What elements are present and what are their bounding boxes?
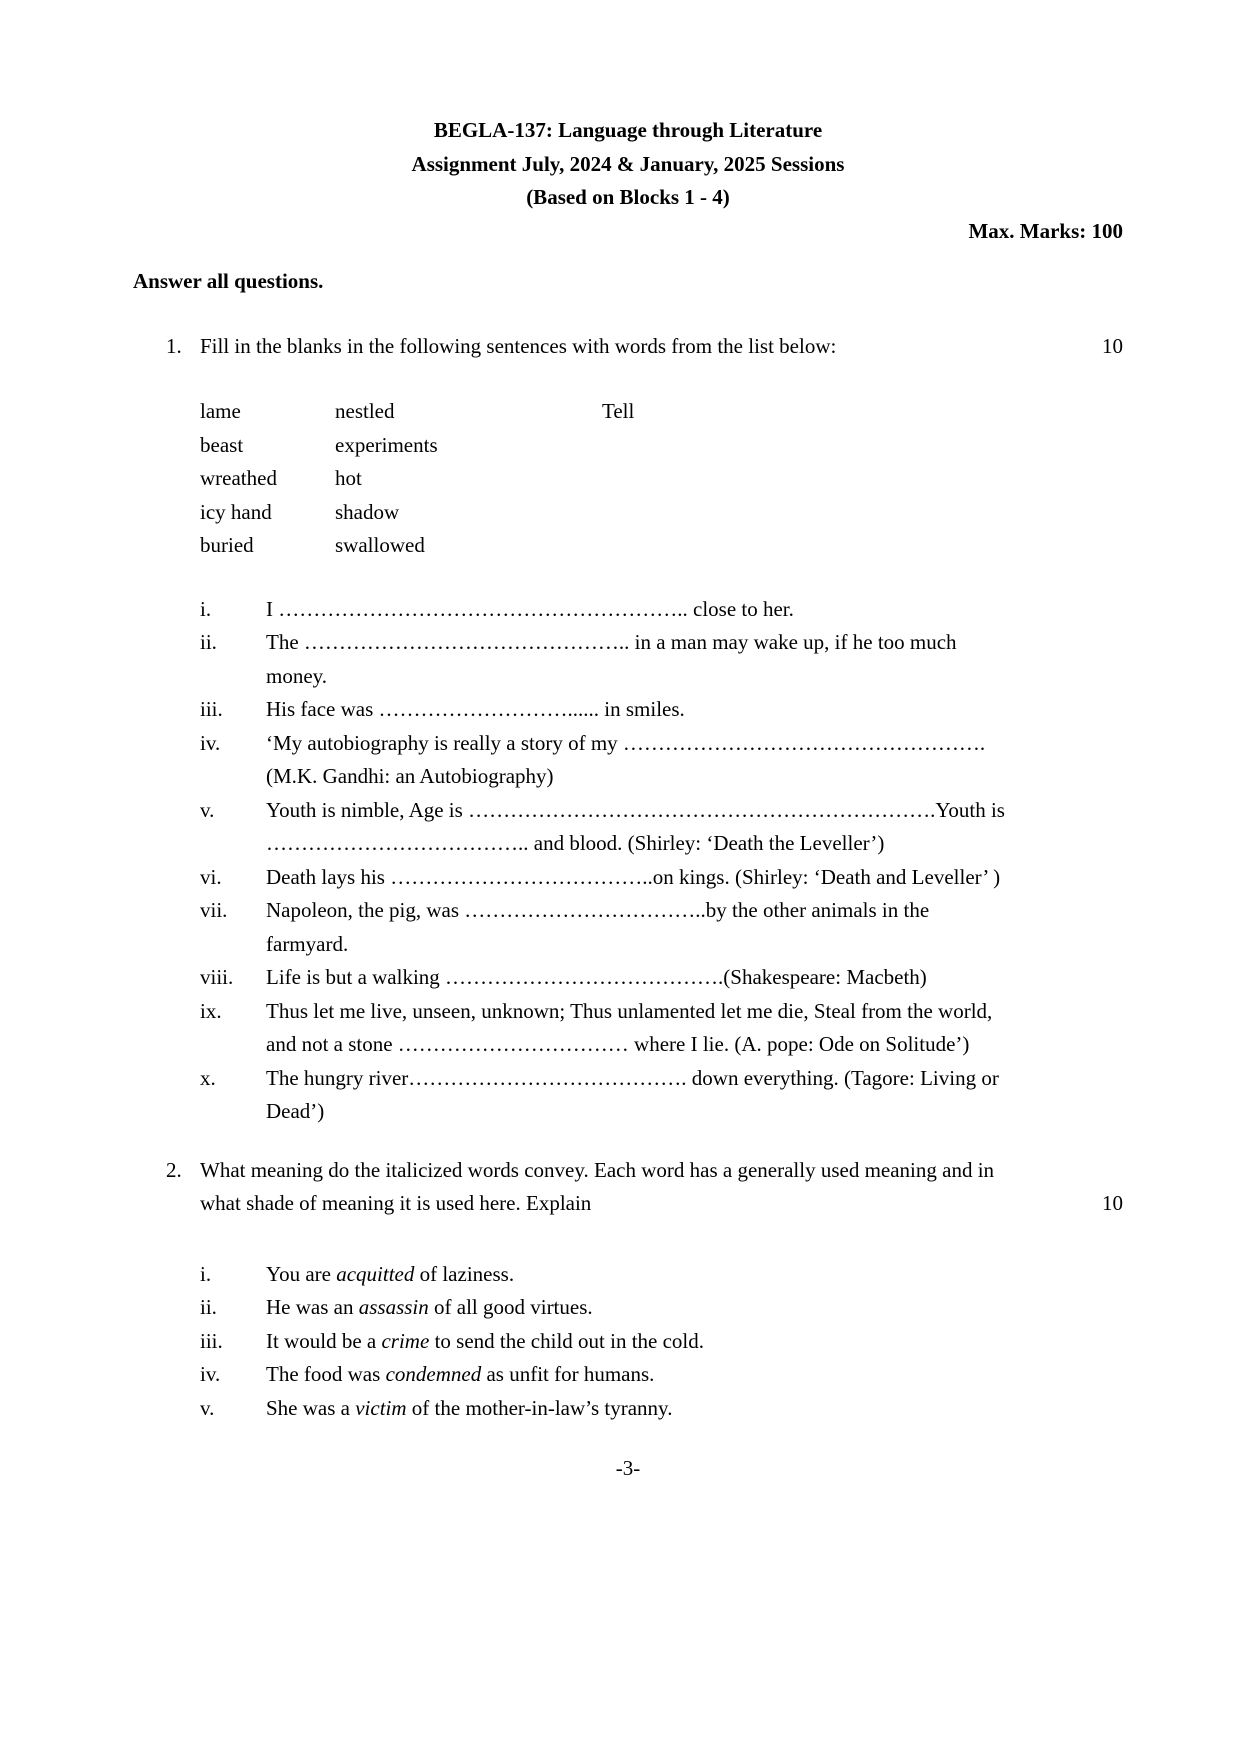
sentence-pre-text: You are bbox=[266, 1261, 337, 1286]
word-bank-cell: experiments bbox=[335, 432, 438, 457]
item-numeral: iii. bbox=[200, 1328, 223, 1353]
italicized-word-item bbox=[200, 1291, 1123, 1325]
item-numeral: x. bbox=[200, 1065, 216, 1090]
answer-all-instruction: Answer all questions. bbox=[133, 269, 324, 293]
word-bank-cell: beast bbox=[200, 432, 244, 457]
italicized-word-item bbox=[200, 1325, 1123, 1359]
document-title-block bbox=[133, 114, 1123, 215]
item-numeral: i. bbox=[200, 596, 212, 621]
word-bank-cell: wreathed bbox=[200, 466, 277, 490]
question-1-header bbox=[166, 330, 1123, 364]
question-1-marks: 10 bbox=[1102, 333, 1123, 358]
word-bank-cell bbox=[602, 529, 1123, 563]
title-line-course: BEGLA-137: Language through Literature bbox=[433, 118, 823, 142]
fill-blank-item bbox=[200, 727, 1123, 794]
word-bank-cell: Tell bbox=[602, 399, 635, 423]
fill-blank-item bbox=[200, 794, 1123, 861]
item-sentence bbox=[266, 1392, 1011, 1426]
title-line-session: Assignment July, 2024 & January, 2025 Sessions bbox=[411, 151, 845, 176]
sentence-post-text: of all good virtues. bbox=[428, 1295, 593, 1319]
item-sentence: Thus let me live, unseen, unknown; Thus unlamented let me die, Steal from the world, and not a stone …………………………… where I lie. (A. pope: Ode on Solitude’) bbox=[266, 998, 993, 1056]
word-bank-cell: swallowed bbox=[335, 533, 425, 557]
fill-blank-item bbox=[200, 861, 1123, 895]
item-numeral: iii. bbox=[200, 697, 223, 721]
sentence-post-text: as unfit for humans. bbox=[481, 1362, 655, 1386]
word-bank-cell: nestled bbox=[335, 399, 395, 423]
word-bank-row bbox=[200, 462, 1123, 496]
word-bank-cell: lame bbox=[200, 399, 241, 423]
word-bank-list bbox=[200, 395, 1123, 563]
word-bank-row bbox=[200, 496, 1123, 530]
fill-blank-item bbox=[200, 693, 1123, 727]
fill-blank-item bbox=[200, 961, 1123, 995]
question-2-header bbox=[166, 1154, 1123, 1221]
sentence-post-text: of laziness. bbox=[414, 1261, 515, 1286]
word-bank-cell bbox=[602, 462, 1123, 496]
fill-blank-item bbox=[200, 1062, 1123, 1129]
item-numeral: ix. bbox=[200, 998, 222, 1023]
sentence-pre-text: The food was bbox=[266, 1362, 386, 1386]
item-sentence bbox=[266, 1358, 1011, 1392]
fill-blank-item bbox=[200, 593, 1123, 627]
item-numeral: i. bbox=[200, 1261, 212, 1286]
word-bank-cell: hot bbox=[335, 466, 362, 490]
italicized-word: acquitted bbox=[336, 1261, 415, 1286]
fill-blank-item bbox=[200, 894, 1123, 961]
item-numeral: ii. bbox=[200, 1295, 217, 1319]
question-1-text: Fill in the blanks in the following sentences with words from the list below: bbox=[200, 333, 837, 358]
italicized-word-item bbox=[200, 1392, 1123, 1426]
item-numeral: iv. bbox=[200, 730, 221, 755]
italicized-word-item bbox=[200, 1258, 1123, 1292]
title-line-blocks: (Based on Blocks 1 - 4) bbox=[526, 185, 730, 209]
item-numeral: v. bbox=[200, 797, 215, 822]
word-bank-row bbox=[200, 429, 1123, 463]
question-2-item-list bbox=[133, 1258, 1123, 1426]
word-bank-cell bbox=[602, 429, 1123, 463]
italicized-word: assassin bbox=[358, 1295, 429, 1319]
sentence-pre-text: It would be a bbox=[266, 1328, 382, 1353]
word-bank-cell: shadow bbox=[335, 499, 400, 524]
item-sentence bbox=[266, 1291, 1011, 1325]
item-sentence: Napoleon, the pig, was ……………………………..by the other animals in the farmyard. bbox=[266, 898, 930, 956]
question-2-marks: 10 bbox=[1102, 1191, 1123, 1215]
sentence-post-text: of the mother-in-law’s tyranny. bbox=[406, 1395, 673, 1420]
item-sentence: Death lays his ………………………………..on kings. (Shirley: ‘Death and Leveller’ ) bbox=[266, 864, 1001, 889]
item-numeral: vi. bbox=[200, 864, 222, 889]
word-bank-row bbox=[200, 395, 1123, 429]
item-sentence bbox=[266, 1258, 1011, 1292]
word-bank-row bbox=[200, 529, 1123, 563]
sentence-pre-text: He was an bbox=[266, 1295, 359, 1319]
item-numeral: viii. bbox=[200, 965, 234, 989]
page-number: -3- bbox=[615, 1456, 641, 1480]
item-numeral: ii. bbox=[200, 630, 217, 654]
word-bank-cell: icy hand bbox=[200, 499, 272, 524]
item-sentence: ‘My autobiography is really a story of my ……………………………………………. (M.K. Gandhi: an Autobiography) bbox=[266, 730, 986, 788]
fill-blank-item bbox=[200, 995, 1123, 1062]
italicized-word: victim bbox=[355, 1395, 407, 1420]
fill-blank-item bbox=[200, 626, 1123, 693]
item-sentence: The ……………………………………….. in a man may wake up, if he too much money. bbox=[266, 630, 957, 688]
question-2-number: 2. bbox=[166, 1157, 182, 1182]
italicized-word: condemned bbox=[385, 1362, 482, 1386]
italicized-word-item bbox=[200, 1358, 1123, 1392]
question-1-item-list bbox=[133, 593, 1123, 1129]
sentence-post-text: to send the child out in the cold. bbox=[429, 1328, 705, 1353]
item-numeral: vii. bbox=[200, 898, 228, 922]
item-numeral: iv. bbox=[200, 1362, 221, 1386]
max-marks-label: Max. Marks: 100 bbox=[968, 218, 1123, 243]
sentence-pre-text: She was a bbox=[266, 1395, 356, 1420]
item-sentence: His face was ………………………...... in smiles. bbox=[266, 697, 685, 721]
word-bank-cell bbox=[602, 496, 1123, 530]
item-sentence bbox=[266, 1325, 1011, 1359]
item-sentence: Youth is nimble, Age is ………………………………………………………….Youth is ……………………………….. and blood. (Shirley: ‘Death the Leveller’) bbox=[266, 797, 1005, 855]
item-numeral: v. bbox=[200, 1395, 215, 1420]
word-bank-cell: buried bbox=[200, 533, 254, 557]
italicized-word: crime bbox=[381, 1328, 430, 1353]
item-sentence: The hungry river…………………………………. down everything. (Tagore: Living or Dead’) bbox=[266, 1065, 999, 1123]
question-2-text: What meaning do the italicized words convey. Each word has a generally used meaning and in what shade of meaning it is used here. Explain bbox=[200, 1157, 995, 1215]
item-sentence: Life is but a walking ………………………………….(Shakespeare: Macbeth) bbox=[266, 965, 927, 989]
question-1-number: 1. bbox=[166, 333, 182, 358]
item-sentence: I ………………………………………………….. close to her. bbox=[266, 596, 794, 621]
